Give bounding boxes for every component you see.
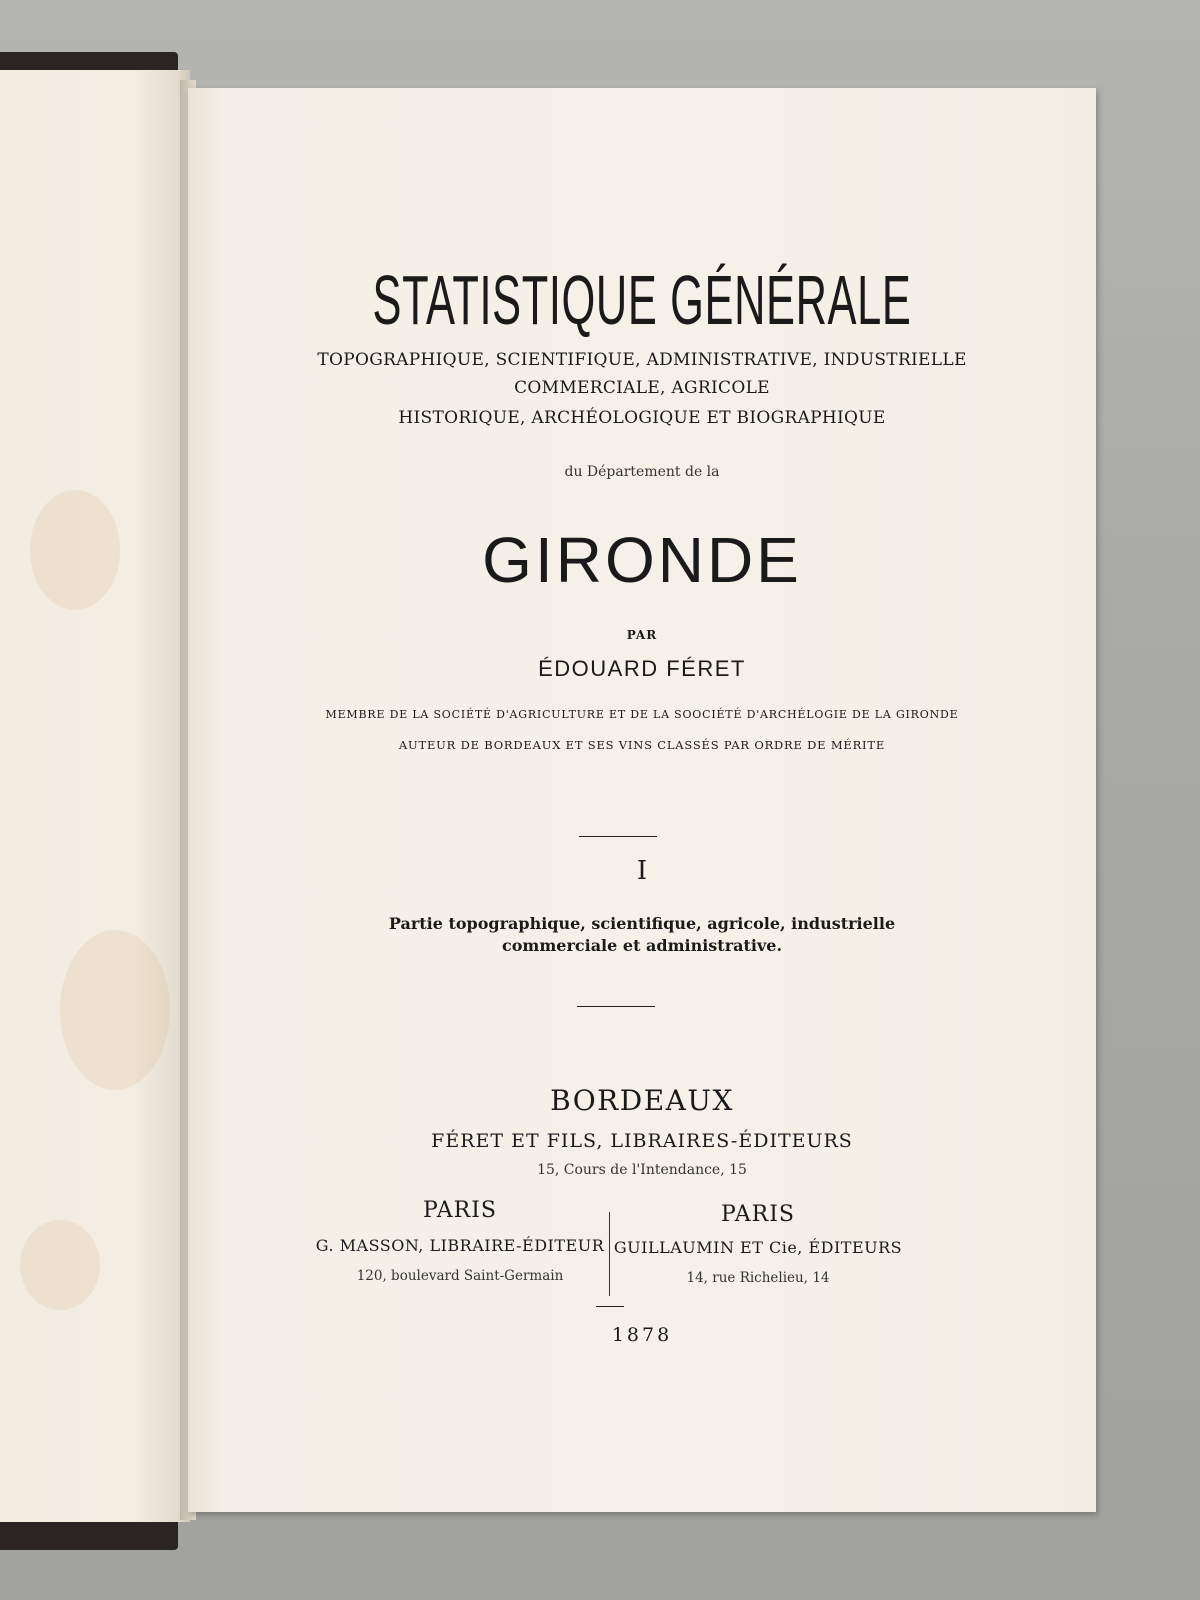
- publisher-city: BORDEAUX: [550, 1084, 734, 1117]
- subtitle-line-2: COMMERCIALE, AGRICOLE: [514, 378, 770, 398]
- publication-year: 1878: [611, 1324, 673, 1346]
- left-endpaper: [0, 70, 190, 1522]
- foxing-stain: [30, 490, 120, 610]
- foxing-stain: [60, 930, 170, 1090]
- co-publisher-name: GUILLAUMIN ET Cie, ÉDITEURS: [613, 1238, 903, 1257]
- book-title: STATISTIQUE GÉNÉRALE: [372, 261, 912, 339]
- divider-rule: [579, 836, 657, 837]
- author-credential-2: AUTEUR DE BORDEAUX ET SES VINS CLASSÉS PAR ORDRE DE MÉRITE: [398, 738, 886, 752]
- author-name: ÉDOUARD FÉRET: [538, 656, 746, 681]
- divider-rule: [577, 1006, 655, 1007]
- subtitle-line-1: TOPOGRAPHIQUE, SCIENTIFIQUE, ADMINISTRATIVE, INDUSTRIELLE: [317, 350, 967, 370]
- author-credential-1: MEMBRE DE LA SOCIÉTÉ D'AGRICULTURE ET DE LA SOOCIÉTÉ D'ARCHÉLOGIE DE LA GIRONDE: [325, 708, 959, 721]
- divider-rule: [596, 1306, 624, 1307]
- co-publisher-address: 120, boulevard Saint-Germain: [356, 1268, 564, 1284]
- publisher-name: FÉRET ET FILS, LIBRAIRES-ÉDITEURS: [431, 1130, 853, 1152]
- co-publisher-address: 14, rue Richelieu, 14: [686, 1270, 830, 1286]
- part-description-line-1: Partie topographique, scientifique, agricole, industrielle: [388, 914, 896, 933]
- co-publisher-city: PARIS: [721, 1202, 795, 1227]
- subtitle-line-3: HISTORIQUE, ARCHÉOLOGIQUE ET BIOGRAPHIQUE: [398, 408, 886, 428]
- by-line: PAR: [626, 628, 658, 642]
- publisher-address: 15, Cours de l'Intendance, 15: [537, 1162, 747, 1178]
- department-line: du Département de la: [564, 464, 720, 480]
- title-page: [188, 88, 1096, 1512]
- co-publisher-name: G. MASSON, LIBRAIRE-ÉDITEUR: [315, 1236, 605, 1255]
- foxing-stain: [20, 1220, 100, 1310]
- volume-number: I: [636, 856, 648, 886]
- co-publisher-city: PARIS: [423, 1198, 497, 1223]
- department-name: GIRONDE: [482, 524, 802, 596]
- part-description-line-2: commerciale et administrative.: [501, 936, 783, 955]
